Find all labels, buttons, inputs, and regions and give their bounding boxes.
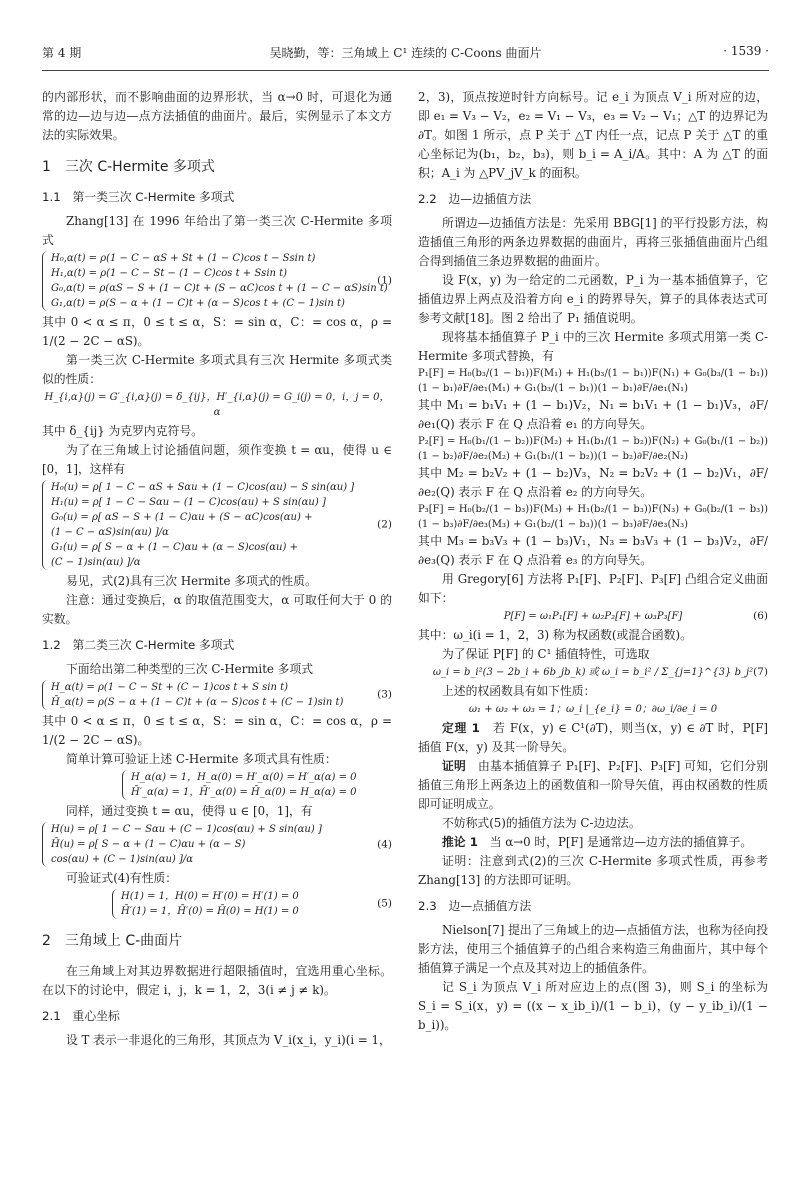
issue-number: 第 4 期 xyxy=(42,46,82,60)
paragraph: 其中 M₁ = b₁V₁ + (1 − b₁)V₂，N₁ = b₁V₁ + (1 − b₁)V₃，∂F/∂e₁(Q) 表示 F 在 Q 点沿着 e₁ 的方向导矢。 xyxy=(418,398,768,431)
equation-number: (6) xyxy=(753,610,768,622)
paragraph: 设 T 表示一非退化的三角形，其顶点为 V_i(x_i，y_i)(i = 1， xyxy=(66,1033,391,1047)
paragraph: 不妨称式(5)的插值方法为 C-边边法。 xyxy=(442,816,641,830)
theorem-1 xyxy=(418,719,768,757)
paragraph: 下面给出第二种类型的三次 C-Hermite 多项式 xyxy=(66,662,314,676)
paragraph: 易见，式(2)具有三次 Hermite 多项式的性质。 xyxy=(66,574,317,588)
equation-line: H̄(u) = ρ[ S − α + (1 − C)αu + (α − S) xyxy=(51,839,246,850)
paragraph: 简单计算可验证上述 C-Hermite 多项式具有性质： xyxy=(66,752,337,766)
equation-4 xyxy=(42,822,392,867)
subsection-heading: 1.2 第二类三次 C-Hermite 多项式 xyxy=(42,638,235,652)
section-heading: 1 三次 C-Hermite 多项式 xyxy=(42,159,215,175)
equation-5 xyxy=(112,889,392,919)
equation-2 xyxy=(42,480,392,570)
equation-line: H̄′_α(α) = 1，H̄′_α(0) = H̄_α(0) = H_α(α) = 0 xyxy=(131,787,357,798)
proof-label: 证明 xyxy=(442,759,466,773)
paragraph: 其中 δ_{ij} 为克罗内克符号。 xyxy=(42,424,203,438)
paragraph: 用 Gregory[6] 方法将 P₁[F]、P₂[F]、P₃[F] 凸组合定义曲面如下： xyxy=(418,572,768,605)
paragraph: 现将基本插值算子 P_i 中的三次 Hermite 多项式用第一类 C-Hermite 多项式替换，有 xyxy=(418,330,768,363)
equation-number: (4) xyxy=(377,838,392,850)
equation-7 xyxy=(418,665,768,680)
formula-p2: P₂[F] = H₀(b₁/(1 − b₂))F(M₂) + H₁(b₁/(1 − b₂))F(N₂) + G₀(b₁/(1 − b₂))(1 − b₂)∂F/∂e₂(M₂) + G₁(b₁/(1 − b₂))(1 − b₂)∂F/∂e₂(N₂) xyxy=(418,436,768,462)
equation-line: P[F] = ω₁P₁[F] + ω₂P₂[F] + ω₃P₃[F] xyxy=(503,611,683,622)
equation-line: G₁(u) = ρ[ S − α + (1 − C)αu + (α − S)cos(αu) + xyxy=(51,542,298,553)
equation-line: G₀(u) = ρ[ αS − S + (1 − C)αu + (S − αC)cos(αu) + xyxy=(51,512,313,523)
paragraph: 的内部形状，而不影响曲面的边界形状，当 α→0 时，可退化为通常的边—边与边—点方法插值的曲面片。最后，实例显示了本文方法的实际效果。 xyxy=(42,90,392,142)
formula-p3: P₃[F] = H₀(b₂/(1 − b₃))F(M₃) + H₁(b₂/(1 − b₃))F(N₃) + G₀(b₂/(1 − b₃))(1 − b₃)∂F/∂e₃(M₃) + G₁(b₂/(1 − b₃))(1 − b₃)∂F/∂e₃(N₃) xyxy=(418,504,768,530)
paragraph: 上述的权函数具有如下性质： xyxy=(442,684,596,698)
equation-weight-properties: ω₁ + ω₂ + ω₃ = 1；ω_i |_{e_i} = 0；∂ω_i/∂e_i = 0 xyxy=(468,704,718,715)
equation-1 xyxy=(42,251,392,311)
equation-line: H₁,α(t) = ρ(1 − C − St − (1 − C)cos t + Ssin t) xyxy=(51,268,288,279)
paragraph: 为了在三角域上讨论插值问题，须作变换 t = αu，使得 u ∈ [0，1]，这样有 xyxy=(42,443,392,476)
paragraph: Zhang[13] 在 1996 年给出了第一类三次 C-Hermite 多项式 xyxy=(42,214,392,247)
section-heading: 2 三角域上 C-曲面片 xyxy=(42,933,183,949)
paragraph: 其中 0 < α ≤ π，0 ≤ t ≤ α，S：= sin α，C：= cos α，ρ = 1/(2 − 2C − αS)。 xyxy=(42,315,392,348)
paragraph: 第一类三次 C-Hermite 多项式具有三次 Hermite 多项式类似的性质： xyxy=(42,353,392,386)
equation-property: H_{i,α}(j) = G′_{i,α}(j) = δ_{ij}，H′_{i,α}(j) = G_i(j) = 0，i，j = 0，α xyxy=(44,392,390,418)
paragraph: Nielson[7] 提出了三角域上的边—点插值方法，也称为径向投影方法，使用三个插值算子的凸组合来构造三角曲面片，其中每个插值算子满足一个点及其对边上的插值条件。 xyxy=(418,923,768,975)
equation-3 xyxy=(42,680,392,710)
subsection-heading: 2.1 重心坐标 xyxy=(42,1009,120,1023)
equation-number: (2) xyxy=(377,518,392,531)
page-number: · 1539 · xyxy=(723,44,769,58)
equation-line: ω_i = b_i²(3 − 2b_i + 6b_jb_k) 或 ω_i = b_i² / Σ_{j=1}^{3} b_j² xyxy=(432,667,754,678)
equation-line: H(u) = ρ[ 1 − C − Sαu + (C − 1)cos(αu) + S sin(αu) ] xyxy=(51,824,322,835)
equation-line: H(1) = 1，H(0) = H′(0) = H′(1) = 0 xyxy=(121,891,299,902)
paragraph: 所谓边—边插值方法是：先采用 BBG[1] 的平行投影方法，构造插值三角形的两条边界数据的曲面片，再将三张插值曲面片凸组合得到插值三条边界数据的曲面片。 xyxy=(418,216,768,268)
equation-number: (7) xyxy=(753,666,768,678)
corollary-1 xyxy=(418,833,768,852)
equation-line: cos(αu) + (C − 1)sin(αu) ]/α xyxy=(51,854,194,865)
equation-number: (3) xyxy=(377,688,392,701)
left-column xyxy=(42,88,392,1050)
equation-line: H₀(u) = ρ[ 1 − C − αS + Sαu + (1 − C)cos(αu) − S sin(αu) ] xyxy=(51,482,355,493)
paragraph: 记 S_i 为顶点 V_i 所对应边上的点(图 3)，则 S_i 的坐标为 S_i = S_i(x，y) = ((x − x_ib_i)/(1 − b_i)，(y − y_ib_i)/(1 − b_i))。 xyxy=(418,980,768,1032)
subsection-heading: 2.2 边—边插值方法 xyxy=(418,192,532,206)
paragraph: 2，3)，顶点按逆时针方向标号。记 e_i 为顶点 V_i 所对应的边，即 e₁ = V₃ − V₂，e₂ = V₁ − V₃，e₃ = V₂ − V₁；△T 的边界记为 ∂T。如图 1 所示，点 P 关于 △T 内任一点，记点 P 关于 △T 的重心坐标记为(b₁，b₂，b₃)，则 b_i = A_i/A。其中：A 为 △T 的面积；A_i 为 △PV_jV_k 的面积。 xyxy=(418,90,768,180)
paragraph: 其中 M₃ = b₃V₃ + (1 − b₃)V₁，N₃ = b₃V₃ + (1 − b₃)V₂，∂F/∂e₃(Q) 表示 F 在 Q 点沿着 e₃ 的方向导矢。 xyxy=(418,534,768,567)
equation-number: (5) xyxy=(377,897,392,910)
proof-text: 由基本插值算子 P₁[F]、P₂[F]、P₃[F] 可知，它们分别插值三角形上两条边上的函数值和一阶导矢值，再由权函数的性质即可证明成立。 xyxy=(418,759,768,811)
paragraph: 其中 M₂ = b₂V₂ + (1 − b₂)V₃，N₂ = b₂V₂ + (1 − b₂)V₁，∂F/∂e₂(Q) 表示 F 在 Q 点沿着 e₂ 的方向导矢。 xyxy=(418,466,768,499)
paragraph: 其中 0 < α ≤ π，0 ≤ t ≤ α，S：= sin α，C：= cos α，ρ = 1/(2 − 2C − αS)。 xyxy=(42,714,392,747)
subsection-heading: 1.1 第一类三次 C-Hermite 多项式 xyxy=(42,190,235,204)
equation-line: H₀,α(t) = ρ(1 − C − αS + St + (1 − C)cos t − Ssin t) xyxy=(51,253,316,264)
equation-line: H_α(α) = 1，H_α(0) = H′_α(0) = H′_α(α) = 0 xyxy=(131,772,357,783)
paragraph: 同样，通过变换 t = αu，使得 u ∈ [0，1]，有 xyxy=(66,804,313,818)
equation-line: G₀,α(t) = ρ(αS − S + (1 − C)t + (S − αC)cos t + (1 − C − αS)sin t) xyxy=(51,283,388,294)
equation-line: H̄_α(t) = ρ(S − α + (1 − C)t + (α − S)cos t + (C − 1)sin t) xyxy=(51,697,344,708)
equation-line: (1 − C − αS)sin(αu) ]/α xyxy=(51,527,169,538)
equation-line: H̄′(1) = 1，H̄′(0) = H̄(0) = H(1) = 0 xyxy=(121,906,299,917)
paragraph: 证明：注意到式(2)的三次 C-Hermite 多项式性质，再参考 Zhang[13] 的方法即可证明。 xyxy=(418,854,768,887)
right-column xyxy=(418,88,768,1035)
theorem-label: 定理 1 xyxy=(442,721,480,735)
running-header xyxy=(42,44,769,66)
proof xyxy=(418,757,768,814)
equation-line: G₁,α(t) = ρ(S − α + (1 − C)t + (α − S)cos t + (C − 1)sin t) xyxy=(51,298,345,309)
corollary-label: 推论 1 xyxy=(442,835,478,849)
equation-line: (C − 1)sin(αu) ]/α xyxy=(51,557,141,568)
corollary-text: 当 α→0 时，P[F] 是通常边—边方法的插值算子。 xyxy=(489,835,753,849)
paragraph: 可验证式(4)有性质： xyxy=(66,871,178,885)
running-title: 吴晓勤，等：三角域上 C¹ 连续的 C-Coons 曲面片 xyxy=(269,46,542,60)
subsection-heading: 2.3 边—点插值方法 xyxy=(418,899,532,913)
formula-p1: P₁[F] = H₀(b₃/(1 − b₁))F(M₁) + H₁(b₃/(1 − b₁))F(N₁) + G₀(b₃/(1 − b₁))(1 − b₁)∂F/∂e₁(M₁) + G₁(b₃/(1 − b₁))(1 − b₁)∂F/∂e₁(N₁) xyxy=(418,368,768,394)
theorem-text: 若 F(x，y) ∈ C¹(∂T)，则当(x，y) ∈ ∂T 时，P[F] 插值 F(x，y) 及其一阶导矢。 xyxy=(418,721,768,754)
paragraph: 其中：ω_i(i = 1，2，3) 称为权函数(或混合函数)。 xyxy=(418,628,692,642)
header-rule xyxy=(42,70,769,71)
equation-6 xyxy=(418,609,768,624)
paragraph: 设 F(x，y) 为一给定的二元函数，P_i 为一基本插值算子，它插值边界上两点及沿着方向 e_i 的跨界导矢，算子的具体表达式可参考文献[18]。图 2 给出了 P₁ 插值说明。 xyxy=(418,273,768,325)
equation-property-2 xyxy=(122,770,392,800)
equation-line: H_α(t) = ρ(1 − C − St + (C − 1)cos t + S sin t) xyxy=(51,682,289,693)
equation-number: (1) xyxy=(377,274,392,287)
equation-line: H₁(u) = ρ[ 1 − C − Sαu − (1 − C)cos(αu) + S sin(αu) ] xyxy=(51,497,326,508)
paragraph: 在三角域上对其边界数据进行超限插值时，宜选用重心坐标。在以下的讨论中，假定 i，j，k = 1，2，3(i ≠ j ≠ k)。 xyxy=(42,964,392,997)
paragraph: 注意：通过变换后，α 的取值范围变大，α 可取任何大于 0 的实数。 xyxy=(42,593,392,626)
paragraph: 为了保证 P[F] 的 C¹ 插值特性，可选取 xyxy=(442,647,650,661)
